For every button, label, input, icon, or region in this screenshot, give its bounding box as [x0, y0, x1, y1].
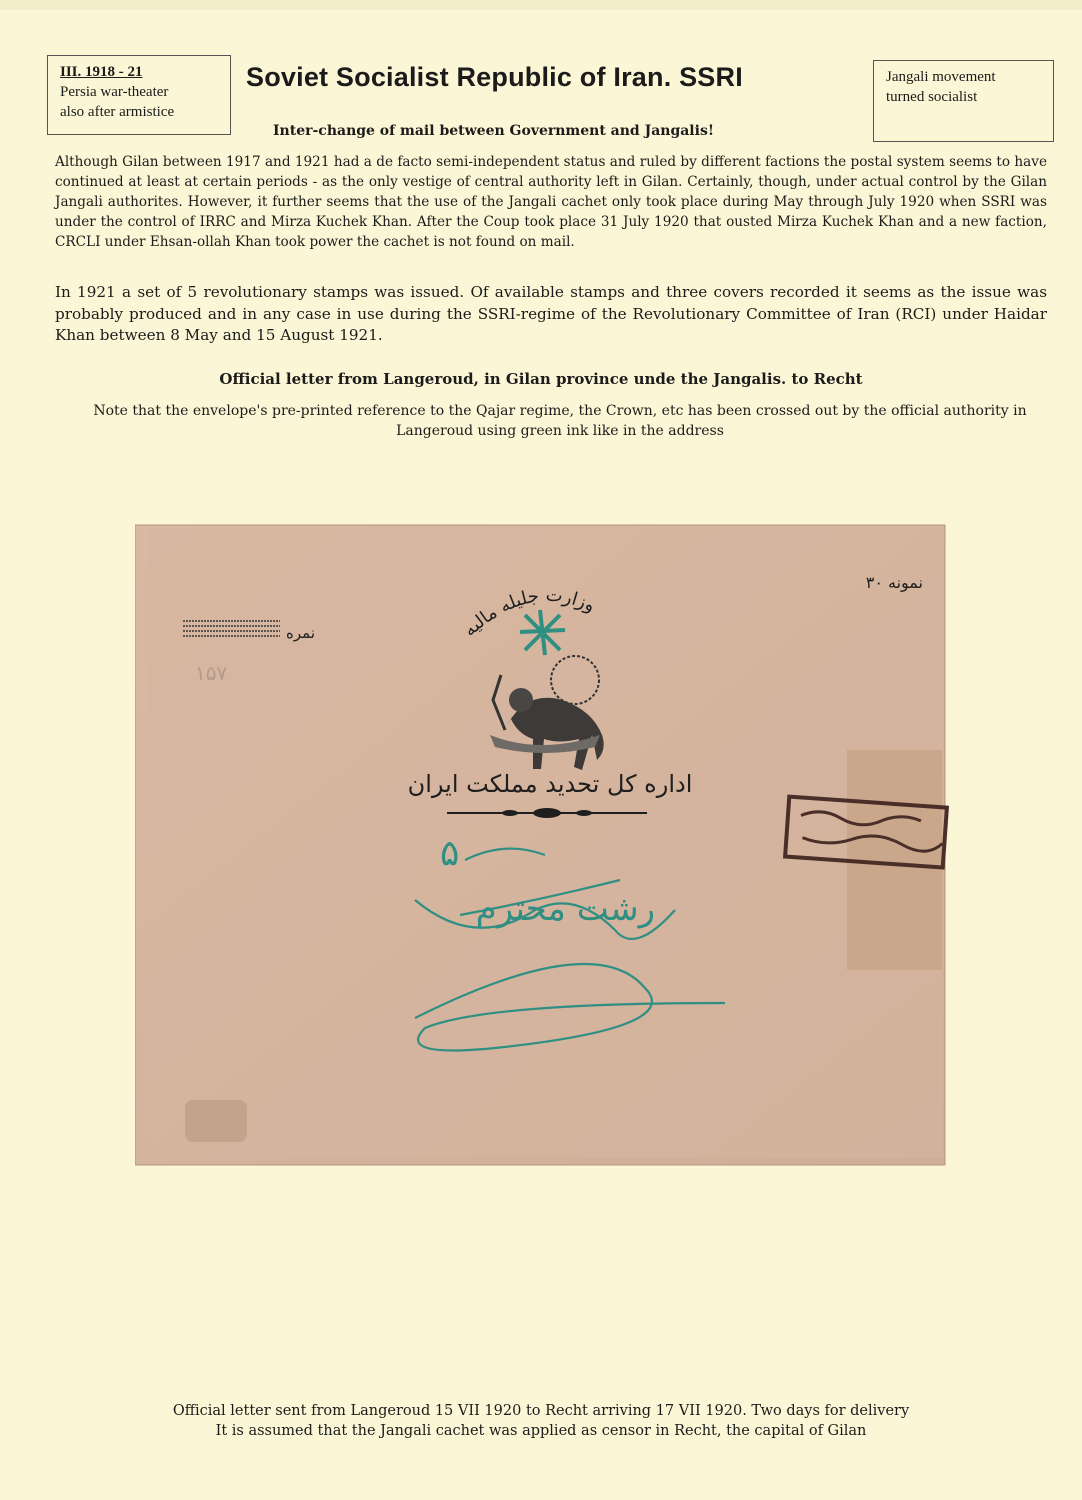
topic-line2: turned socialist: [886, 89, 978, 105]
section-heading: Official letter from Langeroud, in Gilan province unde the Jangalis. to Recht: [219, 370, 863, 388]
printed-header-arc: وزارت جلیله مالیه: [459, 584, 599, 641]
caption-line2: It is assumed that the Jangali cachet was applied as censor in Recht, the capital of Gilan: [215, 1423, 867, 1439]
topic-box: [873, 60, 1054, 142]
stamps-paragraph: In 1921 a set of 5 revolutionary stamps was issued. Of available stamps and three covers recorded it seems as the issue was probably produced and in any case in use during the SSRI-regime of the Revolutionary Committee of Iran (RCI) under Haidar Khan between 8 May and 15 August 1921.: [55, 283, 1047, 344]
corner-number: نمونه ۳۰: [865, 573, 923, 592]
topic-line1: Jangali movement: [886, 69, 996, 85]
page-subtitle: Inter-change of mail between Government and Jangalis!: [273, 123, 714, 139]
envelope-image: [135, 520, 950, 1170]
period-note-line2: also after armistice: [60, 104, 175, 120]
page-title: Soviet Socialist Republic of Iran. SSRI: [246, 62, 743, 92]
page-top-edge: [0, 0, 1082, 10]
envelope-note: Note that the envelope's pre-printed reference to the Qajar regime, the Crown, etc has been crossed out by the official authority in Langeroud using green ink like in the address: [93, 403, 1027, 439]
cover-caption: [0, 1401, 1082, 1441]
number-label: نمره: [286, 624, 315, 642]
period-label: III. 1918 - 21: [60, 64, 143, 80]
address-line1: ۵: [440, 833, 460, 874]
envelope-cover: [135, 520, 950, 1170]
period-box: [47, 55, 231, 135]
printed-office-name: اداره کل تحدید مملکت ایران: [407, 770, 693, 798]
address-line2: رشت محترم: [475, 889, 655, 929]
caption-line1: Official letter sent from Langeroud 15 VII 1920 to Recht arriving 17 VII 1920. Two days for delivery: [172, 1403, 910, 1419]
period-note-line1: Persia war-theater: [60, 84, 169, 100]
pencil-numbers: ۱۵۷: [195, 661, 228, 685]
intro-paragraph: Although Gilan between 1917 and 1921 had a de facto semi-independent status and ruled by different factions the postal system seems to have continued at least at certain periods - as the only vestige of central authority left in Gilan. Certainly, though, under actual control by the Gilan Jangali authorites. However, it further seems that the use of the Jangali cachet only took place during May through July 1920 when SSRI was under the control of IRRC and Mirza Kuchek Khan. After the Coup took place 31 July 1920 that ousted Mirza Kuchek Khan and a new faction, CRCLI under Ehsan-ollah Khan took power the cachet is not found on mail.: [55, 154, 1047, 250]
